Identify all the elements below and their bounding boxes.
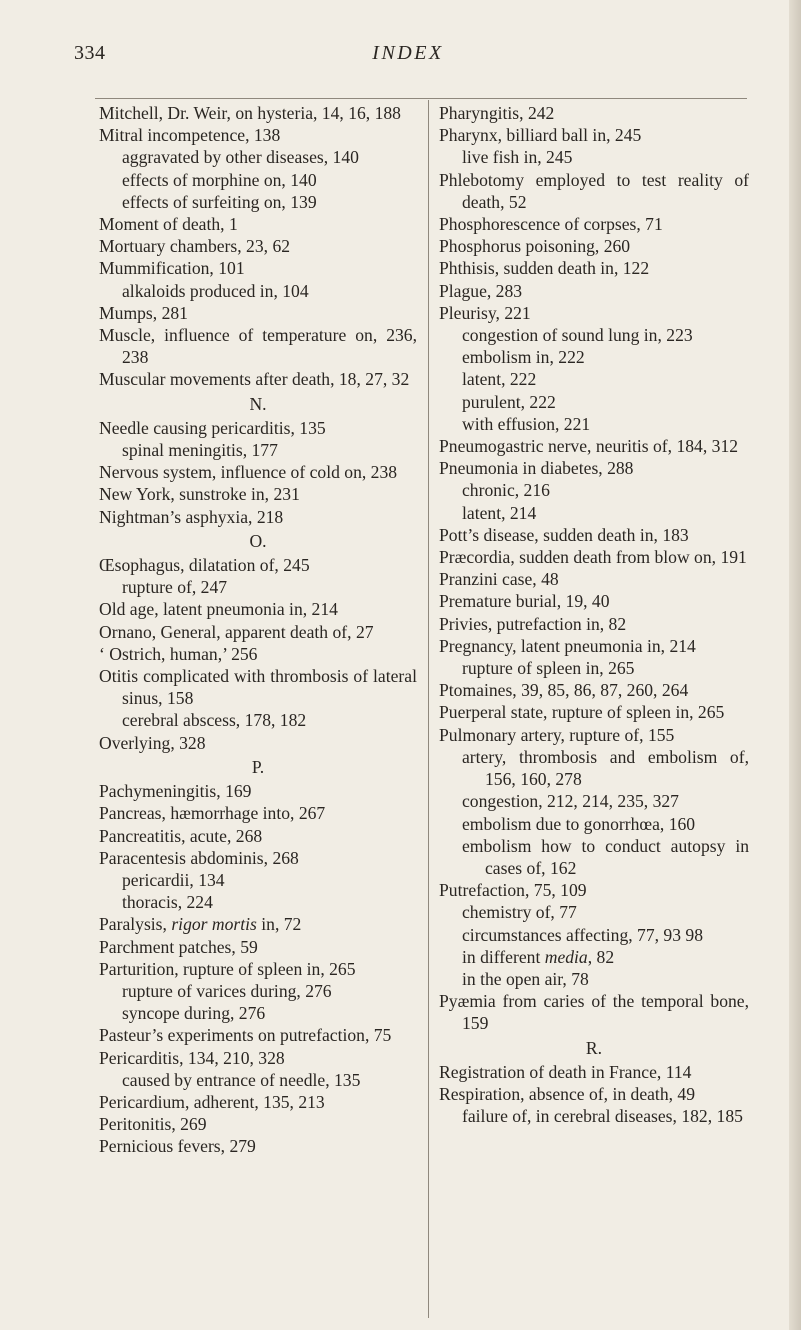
index-entry: ‘ Ostrich, human,’ 256	[99, 643, 258, 664]
index-entry: Phosphorescence of corpses, 71	[439, 214, 663, 235]
index-entry: Parchment patches, 59	[99, 936, 258, 957]
index-column-right	[439, 102, 749, 1127]
index-subentry: aggravated by other diseases, 140	[122, 147, 359, 168]
index-subentry: effects of morphine on, 140	[122, 169, 317, 190]
index-entry: Needle causing pericarditis, 135	[99, 417, 326, 438]
header-rule	[95, 98, 747, 99]
index-entry: Pharyngitis, 242	[439, 103, 555, 123]
section-letter: P.	[251, 756, 265, 777]
index-subentry: latent, 214	[462, 502, 537, 523]
index-subentry: chemistry of, 77	[462, 902, 577, 923]
column-divider	[428, 100, 429, 1318]
index-subentry: rupture of, 247	[122, 577, 228, 598]
index-subentry: failure of, in cerebral diseases, 182, 185	[462, 1106, 743, 1127]
index-subentry: thoracis, 224	[122, 892, 213, 913]
index-entry: Pyæmia from caries of the temporal bone, 159	[439, 991, 749, 1034]
index-subentry: rupture of varices during, 276	[122, 980, 332, 1001]
section-letter: O.	[249, 530, 267, 551]
index-entry: Moment of death, 1	[99, 214, 238, 235]
page-number: 334	[74, 42, 106, 64]
index-entry: Pasteur’s experiments on putrefaction, 75	[99, 1025, 392, 1046]
index-entry: Pregnancy, latent pneumonia in, 214	[439, 635, 696, 656]
index-entry: Muscle, influence of temperature on, 236, 238	[99, 325, 417, 368]
index-subentry: circumstances affecting, 77, 93 98	[462, 924, 704, 945]
section-letter: N.	[249, 393, 267, 414]
index-entry: Pancreas, hæmorrhage into, 267	[99, 803, 326, 824]
index-entry: Phthisis, sudden death in, 122	[439, 258, 650, 279]
index-subentry: embolism due to gonorrhœa, 160	[462, 813, 696, 834]
index-subentry: alkaloids produced in, 104	[122, 280, 309, 301]
index-subentry: in different media, 82	[462, 946, 615, 967]
index-subentry: chronic, 216	[462, 480, 550, 501]
index-subentry: purulent, 222	[462, 391, 556, 412]
index-subentry: syncope during, 276	[122, 1003, 266, 1024]
index-subentry: spinal meningitis, 177	[122, 440, 278, 461]
index-subentry: congestion, 212, 214, 235, 327	[462, 791, 679, 812]
index-entry: Parturition, rupture of spleen in, 265	[99, 958, 356, 979]
index-entry: Puerperal state, rupture of spleen in, 265	[439, 702, 725, 723]
index-subentry: effects of surfeiting on, 139	[122, 191, 317, 212]
index-entry: Pharynx, billiard ball in, 245	[439, 125, 642, 146]
index-subentry: in the open air, 78	[462, 968, 589, 989]
index-entry: Overlying, 328	[99, 732, 206, 753]
index-entry: Pranzini case, 48	[439, 569, 559, 590]
index-subentry: latent, 222	[462, 369, 537, 390]
index-subentry: cerebral abscess, 178, 182	[122, 710, 307, 731]
index-entry: Putrefaction, 75, 109	[439, 880, 587, 901]
index-subentry: congestion of sound lung in, 223	[462, 325, 693, 346]
index-entry: Paracentesis abdominis, 268	[99, 847, 299, 868]
index-entry: Old age, latent pneumonia in, 214	[99, 599, 338, 620]
index-subentry: artery, thrombosis and embolism of, 156, 160, 278	[462, 746, 749, 790]
index-entry: Phosphorus poisoning, 260	[439, 236, 631, 257]
index-entry: Ptomaines, 39, 85, 86, 87, 260, 264	[439, 680, 689, 701]
index-entry: Œsophagus, dilatation of, 245	[99, 555, 310, 576]
index-entry: Respiration, absence of, in death, 49	[439, 1083, 696, 1104]
index-entry: Pericardium, adherent, 135, 213	[99, 1091, 325, 1112]
index-subentry: pericardii, 134	[122, 869, 225, 890]
index-subentry: embolism in, 222	[462, 347, 585, 368]
running-head: INDEX	[372, 42, 444, 64]
index-entry: Pancreatitis, acute, 268	[99, 825, 263, 846]
index-entry: Præcordia, sudden death from blow on, 191	[439, 547, 747, 568]
index-entry: New York, sunstroke in, 231	[99, 484, 300, 505]
index-entry: Pericarditis, 134, 210, 328	[99, 1047, 285, 1068]
index-entry: Pneumonia in diabetes, 288	[439, 458, 634, 479]
index-column-left	[99, 102, 417, 1158]
index-entry: Pleurisy, 221	[439, 302, 531, 323]
index-entry: Pernicious fevers, 279	[99, 1136, 256, 1157]
index-entry: Plague, 283	[439, 280, 523, 301]
index-entry: Muscular movements after death, 18, 27, 32	[99, 369, 410, 390]
index-entry: Ornano, General, apparent death of, 27	[99, 621, 374, 642]
index-entry: Mitchell, Dr. Weir, on hysteria, 14, 16, 188	[99, 103, 401, 123]
index-entry: Mummification, 101	[99, 258, 245, 279]
index-entry: Phlebotomy employed to test reality of death, 52	[439, 169, 749, 212]
index-entry: Registration of death in France, 114	[439, 1061, 692, 1082]
index-entry: Peritonitis, 269	[99, 1114, 207, 1135]
section-letter: R.	[585, 1037, 603, 1058]
index-entry: Mitral incompetence, 138	[99, 125, 281, 146]
index-entry: Mumps, 281	[99, 302, 188, 323]
index-subentry: with effusion, 221	[462, 413, 591, 434]
index-subentry: live fish in, 245	[462, 147, 573, 168]
index-entry: Otitis complicated with thrombosis of lateral sinus, 158	[99, 666, 417, 709]
index-entry: Pachymeningitis, 169	[99, 781, 252, 802]
index-subentry: caused by entrance of needle, 135	[122, 1069, 361, 1090]
index-entry: Pulmonary artery, rupture of, 155	[439, 724, 675, 745]
page-edge	[789, 0, 801, 1330]
index-entry: Mortuary chambers, 23, 62	[99, 236, 291, 257]
index-entry: Pneumogastric nerve, neuritis of, 184, 312	[439, 436, 739, 457]
index-entry: Premature burial, 19, 40	[439, 591, 610, 612]
index-entry: Nightman’s asphyxia, 218	[99, 506, 284, 527]
index-entry: Nervous system, influence of cold on, 238	[99, 462, 398, 483]
index-entry: Paralysis, rigor mortis in, 72	[99, 914, 302, 935]
index-subentry: rupture of spleen in, 265	[462, 658, 635, 679]
index-entry: Pott’s disease, sudden death in, 183	[439, 524, 689, 545]
page-header	[74, 42, 742, 72]
index-subentry: embolism how to conduct autopsy in cases of, 162	[462, 835, 749, 878]
index-entry: Privies, putrefaction in, 82	[439, 613, 627, 634]
